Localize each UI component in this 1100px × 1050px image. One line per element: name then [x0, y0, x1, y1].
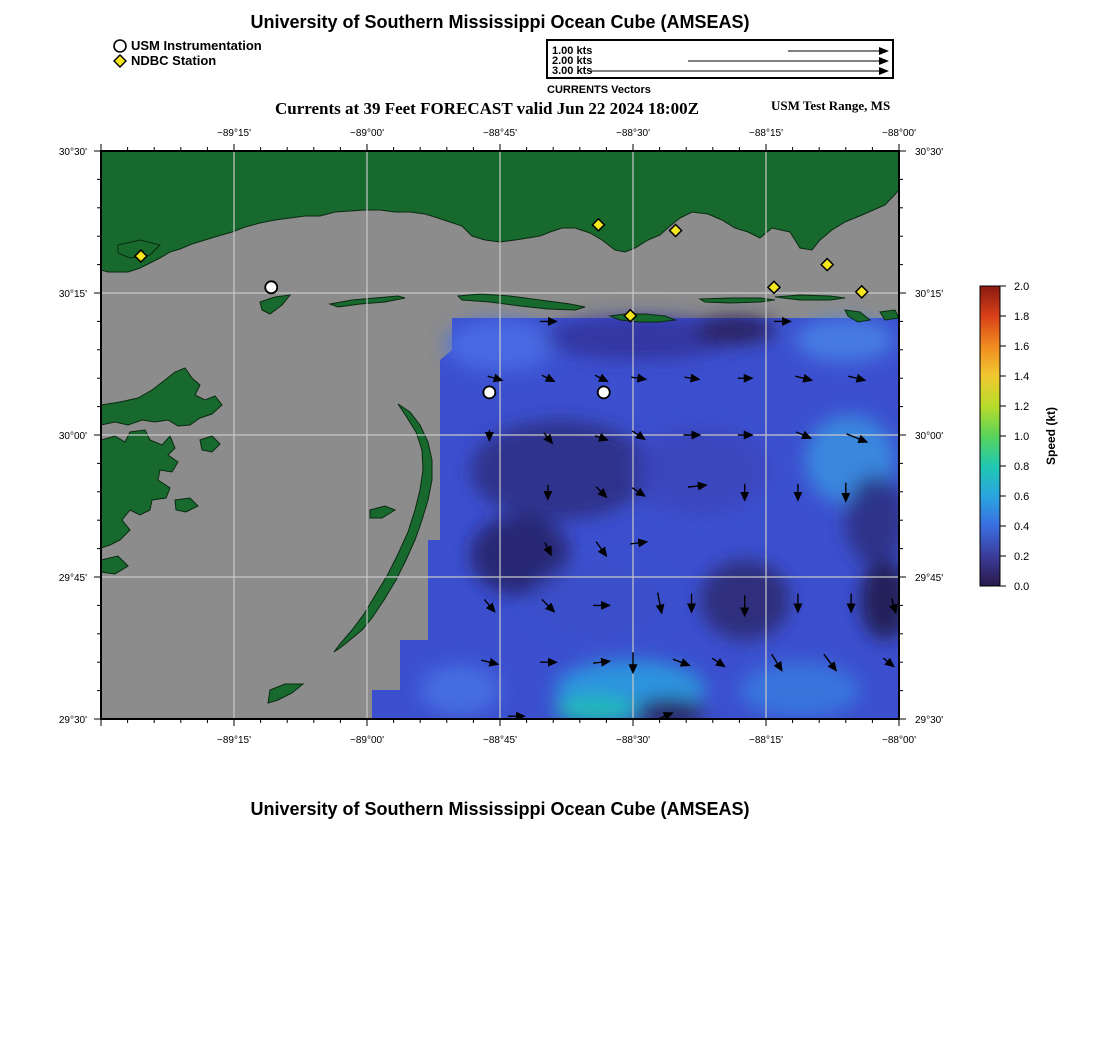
usm-station-marker — [265, 281, 277, 293]
vector-key-label-1: 1.00 kts — [552, 45, 593, 57]
legend-usm-label: USM Instrumentation — [131, 38, 262, 53]
lat-tick-label: 30°15' — [915, 289, 944, 300]
lon-tick-label: −88°15' — [749, 128, 783, 139]
lat-tick-label: 29°30' — [915, 715, 944, 726]
lat-tick-label: 30°00' — [58, 431, 87, 442]
colorbar-label: Speed (kt) — [1044, 406, 1058, 466]
colorbar-tick-label: 0.8 — [1014, 461, 1030, 473]
legend-ndbc-label: NDBC Station — [131, 53, 217, 68]
lat-tick-label: 30°30' — [58, 147, 87, 158]
colorbar-tick-label: 1.6 — [1014, 341, 1030, 353]
vector-key-label-3: 3.00 kts — [552, 65, 593, 77]
colorbar-tick-label: 1.4 — [1014, 371, 1030, 383]
lat-tick-label: 30°15' — [58, 289, 87, 300]
lon-tick-label: −89°00' — [350, 128, 384, 139]
lon-tick-label: −88°00' — [882, 735, 916, 746]
speed-field — [372, 316, 910, 726]
colorbar-tick-label: 0.6 — [1014, 491, 1030, 503]
lat-tick-label: 29°30' — [58, 715, 87, 726]
lon-tick-label: −88°30' — [616, 735, 650, 746]
colorbar-tick-label: 1.8 — [1014, 311, 1030, 323]
page-title: University of Southern Mississippi Ocean Cube (AMSEAS) — [250, 12, 750, 32]
lon-tick-label: −88°30' — [616, 128, 650, 139]
lon-tick-label: −88°45' — [483, 128, 517, 139]
map-subtitle: Currents at 39 Feet FORECAST valid Jun 22 2024 18:00Z — [275, 99, 699, 118]
range-label: USM Test Range, MS — [771, 98, 891, 113]
vector-key-label-2: 2.00 kts — [552, 55, 593, 67]
lat-tick-label: 30°30' — [915, 147, 944, 158]
lon-tick-label: −89°00' — [350, 735, 384, 746]
footer-title: University of Southern Mississippi Ocean Cube (AMSEAS) — [250, 799, 750, 819]
colorbar-tick-label: 1.2 — [1014, 401, 1030, 413]
lat-tick-label: 29°45' — [58, 573, 87, 584]
lon-tick-label: −88°15' — [749, 735, 783, 746]
usm-station-marker — [598, 386, 610, 398]
lat-tick-label: 30°00' — [915, 431, 944, 442]
lon-tick-label: −88°45' — [483, 735, 517, 746]
vector-key-caption: CURRENTS Vectors — [547, 84, 651, 96]
lon-tick-label: −89°15' — [217, 735, 251, 746]
lon-tick-label: −89°15' — [217, 128, 251, 139]
colorbar-tick-label: 0.4 — [1014, 521, 1030, 533]
colorbar-tick-label: 2.0 — [1014, 281, 1030, 293]
lat-tick-label: 29°45' — [915, 573, 944, 584]
usm-station-marker — [483, 386, 495, 398]
lon-tick-label: −88°00' — [882, 128, 916, 139]
colorbar-tick-label: 0.0 — [1014, 581, 1030, 593]
colorbar-tick-label: 1.0 — [1014, 431, 1030, 443]
colorbar-tick-label: 0.2 — [1014, 551, 1030, 563]
